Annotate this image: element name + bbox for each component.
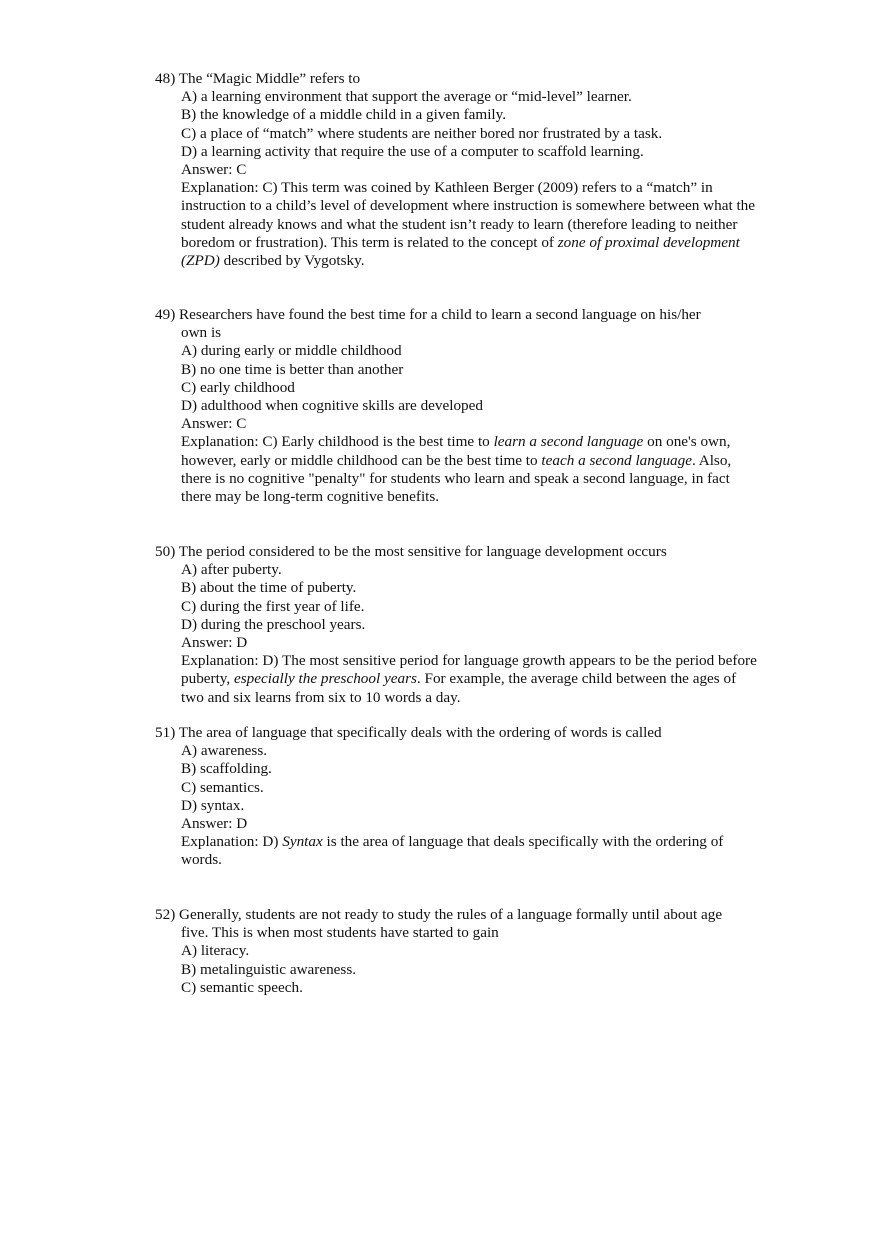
question-51: [155, 724, 760, 870]
explanation-label: Explanation:: [181, 179, 259, 197]
answer: Answer: C: [181, 415, 247, 433]
explanation-text: D): [258, 833, 283, 851]
explanation: [181, 433, 760, 506]
explanation-italic: zone of proximal development (ZPD): [181, 233, 740, 270]
option-c: C) during the first year of life.: [181, 597, 365, 615]
option-b: B) no one time is better than another: [181, 360, 404, 378]
option-b: B) the knowledge of a middle child in a given family.: [181, 106, 507, 124]
option-d: D) during the preschool years.: [181, 615, 366, 633]
question-number: 50): [155, 543, 176, 560]
option-a: A) literacy.: [181, 942, 250, 960]
option-d: D) syntax.: [181, 796, 245, 814]
question-text: The “Magic Middle” refers to: [178, 70, 361, 87]
explanation-text: on one's own, however, early or middle childhood can be the best time to: [181, 433, 731, 469]
question-number: 48): [155, 70, 176, 87]
explanation-text: C) This term was coined by Kathleen Berger (2009) refers to a “match” in instruction to a child’s level of development where instruction is somewhere between what the student already knows and what the student isn’t ready to learn (therefore leading to neither boredom or frustration). This term is related to the concept of: [181, 179, 756, 251]
option-a: A) awareness.: [181, 742, 268, 760]
question-stem: [155, 906, 760, 924]
question-52: [155, 906, 760, 997]
explanation-text: C) Early childhood is the best time to: [258, 433, 494, 451]
question-text: The period considered to be the most sensitive for language development occurs: [178, 543, 667, 560]
question-text-continued: own is: [181, 324, 222, 342]
question-number: 49): [155, 306, 176, 323]
question-text-continued: five. This is when most students have started to gain: [181, 924, 499, 942]
explanation-text: . Also, there is no cognitive "penalty" for students who learn and speak a second language, in fact there may be long-term cognitive benefits.: [181, 451, 732, 506]
explanation: [181, 652, 760, 707]
question-50: [155, 543, 760, 707]
question-stem: [155, 724, 760, 742]
option-d: D) adulthood when cognitive skills are developed: [181, 397, 483, 415]
question-48: [155, 70, 760, 270]
question-49: [155, 306, 760, 506]
explanation-text: is the area of language that deals specifically with the ordering of words.: [181, 833, 724, 869]
explanation-italic: especially the preschool years: [234, 670, 417, 688]
question-text: Generally, students are not ready to study the rules of a language formally until about age: [179, 906, 723, 923]
explanation-text: . For example, the average child between the ages of two and six learns from six to 10 words a day.: [181, 670, 737, 706]
option-a: A) after puberty.: [181, 561, 282, 579]
option-b: B) scaffolding.: [181, 760, 272, 778]
option-c: C) early childhood: [181, 378, 295, 396]
option-d: D) a learning activity that require the use of a computer to scaffold learning.: [181, 142, 644, 160]
explanation-italic: Syntax: [282, 833, 323, 851]
option-c: C) semantic speech.: [181, 978, 303, 996]
answer: Answer: C: [181, 161, 247, 179]
question-text: Researchers have found the best time for a child to learn a second language on his/her: [179, 306, 701, 323]
answer: Answer: D: [181, 815, 248, 833]
question-number: 52): [155, 906, 176, 923]
explanation-label: Explanation:: [181, 433, 259, 451]
option-c: C) semantics.: [181, 778, 264, 796]
explanation-italic: teach a second language: [541, 451, 692, 469]
explanation-italic: learn a second language: [493, 433, 644, 451]
explanation: [181, 833, 760, 869]
question-text: The area of language that specifically deals with the ordering of words is called: [178, 724, 662, 741]
explanation-label: Explanation:: [181, 652, 259, 670]
option-b: B) metalinguistic awareness.: [181, 960, 357, 978]
explanation: [181, 179, 760, 270]
option-b: B) about the time of puberty.: [181, 579, 357, 597]
question-stem: [155, 306, 760, 324]
question-stem: [155, 70, 760, 88]
explanation-text: D) The most sensitive period for language growth appears to be the period before puberty,: [181, 652, 757, 688]
option-a: A) a learning environment that support the average or “mid-level” learner.: [181, 88, 632, 106]
explanation-text: described by Vygotsky.: [219, 252, 365, 270]
answer: Answer: D: [181, 634, 248, 652]
option-a: A) during early or middle childhood: [181, 342, 402, 360]
explanation-label: Explanation:: [181, 833, 259, 851]
question-stem: [155, 543, 760, 561]
question-number: 51): [155, 724, 176, 741]
option-c: C) a place of “match” where students are neither bored nor frustrated by a task.: [181, 124, 663, 142]
